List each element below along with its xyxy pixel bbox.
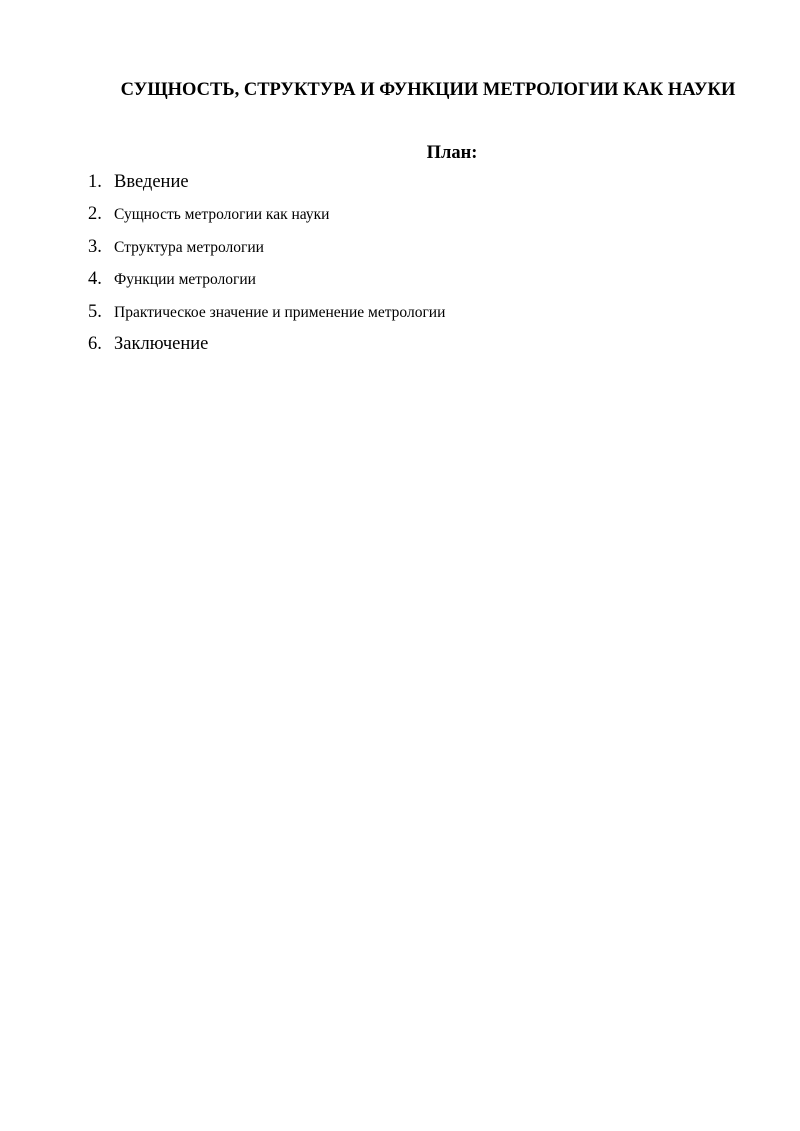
plan-item-structure — [88, 237, 768, 269]
plan-item-number: 1. — [88, 172, 102, 192]
plan-item-text: Функции метрологии — [114, 271, 256, 289]
plan-item-number: 6. — [88, 333, 102, 354]
plan-item-text: Практическое значение и применение метрологии — [114, 303, 446, 321]
plan-item-introduction — [88, 172, 768, 204]
plan-item-number: 5. — [88, 301, 102, 322]
plan-item-number: 3. — [88, 236, 102, 257]
plan-item-essence — [88, 204, 768, 236]
plan-heading: План: — [426, 143, 478, 163]
plan-item-number: 2. — [88, 204, 102, 225]
document-title: СУЩНОСТЬ, СТРУКТУРА И ФУНКЦИИ МЕТРОЛОГИИ КАК НАУКИ — [120, 80, 736, 100]
plan-item-text: Сущность метрологии как науки — [114, 206, 330, 224]
plan-item-practical — [88, 302, 768, 334]
plan-item-number: 4. — [88, 269, 102, 290]
plan-item-functions — [88, 269, 768, 301]
plan-list — [88, 172, 768, 366]
plan-item-text: Структура метрологии — [114, 238, 264, 256]
plan-item-text: Заключение — [114, 333, 209, 354]
plan-item-conclusion — [88, 334, 768, 366]
plan-item-text: Введение — [114, 172, 189, 192]
